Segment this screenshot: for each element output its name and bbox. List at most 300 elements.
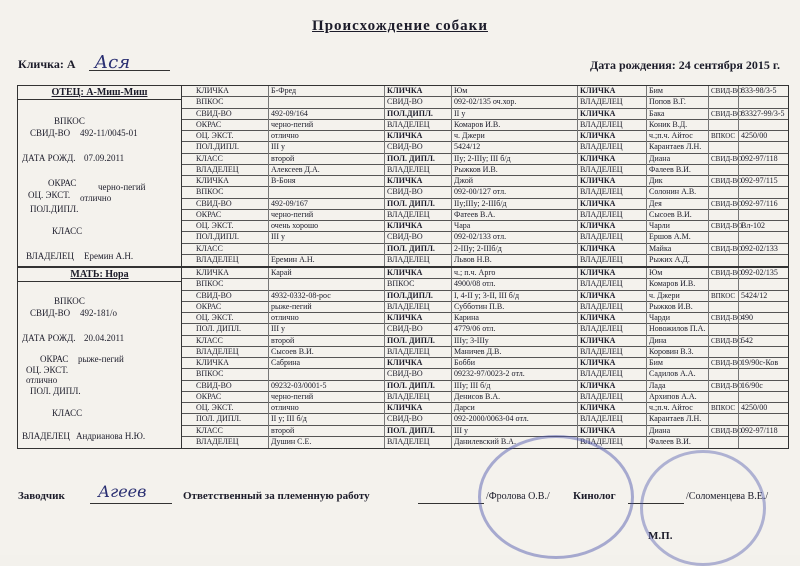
field-value: Фатеев В.А. [451, 210, 577, 221]
field-label: ВЛАДЕЛЕЦ [577, 120, 646, 131]
field-label: СВИД-ВО [384, 142, 451, 153]
field-value: IIу;IIIу; 2-IIIб/д [451, 199, 577, 210]
field-label: КЛИЧКА [577, 86, 646, 97]
field-label: ПОЛ. ДИПЛ. [384, 381, 451, 392]
field-label: ВЛАДЕЛЕЦ [577, 369, 646, 380]
field-label: ВПКОС [384, 279, 451, 290]
field-label: ОКРАС [196, 209, 222, 219]
field-label: ВЛАДЕЛЕЦ [577, 165, 646, 176]
field-label: ОКРАС [196, 391, 222, 401]
field-label: КЛИЧКА [196, 176, 229, 185]
father-okras-value: черно-пегий [98, 182, 146, 192]
field-value: 092-97/116 [738, 199, 788, 210]
ancestor-row [182, 347, 788, 358]
field-value: III у [451, 426, 577, 437]
birth-date: Дата рождения: 24 сентября 2015 г. [590, 58, 780, 72]
field-value: Бим [646, 86, 708, 97]
field-label: КЛИЧКА [384, 268, 451, 279]
field-label [708, 255, 738, 266]
field-value: Сабрина [268, 358, 384, 369]
field-value: III у [268, 324, 384, 335]
field-value: Чарди [646, 313, 708, 324]
field-label: ПОЛ. ДИПЛ. [196, 324, 242, 334]
ancestor-row [182, 426, 788, 437]
ancestor-row [182, 279, 788, 290]
field-label: ПОЛ. ДИПЛ. [196, 414, 242, 424]
field-value: 09232-97/0023-2 отл. [451, 369, 577, 380]
field-label: ВЛАДЕЛЕЦ [577, 414, 646, 425]
field-label: СВИД-ВО [708, 221, 738, 232]
field-value [738, 324, 788, 335]
ancestor-row [182, 142, 788, 153]
breeder-signature: Агеев [98, 482, 147, 501]
field-value: 5424/12 [451, 142, 577, 153]
field-value: Данилевский В.А. [451, 437, 577, 448]
field-label: КЛИЧКА [384, 313, 451, 324]
father-owner-label: ВЛАДЕЛЕЦ [26, 251, 74, 261]
field-label [708, 165, 738, 176]
field-label: ОЦ. ЭКСТ. [196, 221, 234, 230]
field-value [738, 369, 788, 380]
field-value: Комаров И.В. [646, 279, 708, 290]
field-label: СВИД-ВО [708, 199, 738, 210]
father-heading: ОТЕЦ: А-Миш-Миш [51, 87, 148, 98]
father-poldipl-label: ПОЛ.ДИПЛ. [30, 204, 79, 214]
field-label: ВЛАДЕЛЕЦ [577, 232, 646, 243]
field-value [738, 279, 788, 290]
field-label [708, 324, 738, 335]
field-label [708, 347, 738, 358]
field-value: Юм [646, 268, 708, 279]
field-label: КЛИЧКА [577, 221, 646, 232]
field-label [708, 187, 738, 198]
field-value [738, 414, 788, 425]
field-value: 092-02/135 [738, 268, 788, 279]
field-label: ОКРАС [196, 301, 222, 311]
field-label [708, 120, 738, 131]
field-label: КЛАСС [196, 335, 223, 345]
father-ancestors [182, 86, 788, 266]
field-value: Львов Н.В. [451, 255, 577, 266]
father-heading-divider [18, 99, 181, 100]
field-value: рыже-пегий [268, 302, 384, 313]
field-value [268, 97, 384, 108]
field-label: ПОЛ. ДИПЛ. [384, 426, 451, 437]
field-value: ч.;п.ч. Айтос [646, 131, 708, 142]
field-label: СВИД-ВО [708, 426, 738, 437]
field-label: ОКРАС [196, 119, 222, 129]
field-value: Еремин А.Н. [268, 255, 384, 266]
father-summary [18, 86, 182, 266]
field-value [268, 369, 384, 380]
field-value [268, 187, 384, 198]
field-label: ПОЛ.ДИПЛ. [384, 291, 451, 302]
breeder-sign-line [90, 503, 172, 504]
field-label: СВИД-ВО [708, 176, 738, 187]
field-value: 092-97/118 [738, 426, 788, 437]
field-value: Попов В.Г. [646, 97, 708, 108]
ancestor-row [182, 176, 788, 187]
field-label: ПОЛ.ДИПЛ. [196, 142, 240, 152]
field-value: очень хорошо [268, 221, 384, 232]
field-value [738, 165, 788, 176]
ancestor-row [182, 291, 788, 302]
field-label: КЛИЧКА [577, 176, 646, 187]
field-label: ВЛАДЕЛЕЦ [196, 436, 239, 446]
father-birth-label: ДАТА РОЖД. [22, 153, 76, 163]
pedigree-table [17, 85, 789, 449]
stamp-place-label: М.П. [648, 530, 673, 542]
field-value: 092-02/135 оч.хор. [451, 97, 577, 108]
field-label: КЛИЧКА [577, 244, 646, 255]
field-label: СВИД-ВО [708, 358, 738, 369]
field-value: Вл-102 [738, 221, 788, 232]
father-svid-value: 492-11/0045-01 [80, 128, 138, 138]
field-label: ПОЛ. ДИПЛ. [384, 244, 451, 255]
mother-poldipl-label: ПОЛ. ДИПЛ. [30, 386, 81, 396]
mother-birth-value: 20.04.2011 [84, 333, 125, 343]
father-svid-label: СВИД-ВО [30, 128, 71, 138]
field-label: КЛИЧКА [577, 426, 646, 437]
field-label: ВЛАДЕЛЕЦ [577, 187, 646, 198]
field-value [738, 347, 788, 358]
field-value [738, 142, 788, 153]
field-value: Субботин П.В. [451, 302, 577, 313]
field-label: СВИД-ВО [384, 232, 451, 243]
field-value: черно-пегий [268, 120, 384, 131]
field-label: КЛИЧКА [384, 221, 451, 232]
ancestor-row [182, 221, 788, 232]
field-value: второй [268, 154, 384, 165]
field-value: II у; III б/д [268, 414, 384, 425]
field-value: Бим [646, 358, 708, 369]
mother-vpkos-label: ВПКОС [54, 296, 85, 306]
mother-ancestors [182, 268, 788, 448]
field-value: В-Боня [268, 176, 384, 187]
field-value: 092-02/133 отл. [451, 232, 577, 243]
field-label: ВПКОС [196, 187, 224, 197]
field-value: Солонин А.В. [646, 187, 708, 198]
field-label: СВИД-ВО [708, 86, 738, 97]
father-owner-value: Еремин А.Н. [84, 251, 134, 261]
field-label [708, 232, 738, 243]
field-value: Дея [646, 199, 708, 210]
field-value: Ершов А.М. [646, 232, 708, 243]
mother-svid-value: 492-181/о [80, 308, 117, 318]
field-value: 83327-99/3-5 [738, 109, 788, 120]
field-label: КЛИЧКА [196, 268, 229, 277]
field-label: ВПКОС [196, 369, 224, 379]
field-label: ВПКОС [708, 403, 738, 414]
field-label: СВИД-ВО [708, 268, 738, 279]
ancestor-row [182, 336, 788, 347]
field-label: КЛИЧКА [577, 268, 646, 279]
field-value: отлично [268, 313, 384, 324]
ancestor-row [182, 268, 788, 279]
field-label: ВЛАДЕЛЕЦ [577, 279, 646, 290]
field-value: 4900/08 отл. [451, 279, 577, 290]
field-label: ВПКОС [196, 279, 224, 289]
ancestor-row [182, 255, 788, 266]
field-value: Диана [646, 426, 708, 437]
field-value: 092-2000/0063-04 отл. [451, 414, 577, 425]
field-value: Рыжков И.В. [451, 165, 577, 176]
field-value: Карантаев Л.Н. [646, 142, 708, 153]
field-label: ВЛАДЕЛЕЦ [384, 120, 451, 131]
ancestor-row [182, 414, 788, 425]
field-label: КЛИЧКА [577, 336, 646, 347]
field-value: III у [268, 142, 384, 153]
ancestor-row [182, 154, 788, 165]
field-value: Карай [268, 268, 384, 279]
ancestor-row [182, 392, 788, 403]
nickname-line [18, 52, 170, 73]
field-value: Майка [646, 244, 708, 255]
field-label: КЛИЧКА [384, 176, 451, 187]
field-label: СВИД-ВО [708, 244, 738, 255]
field-label: СВИД-ВО [384, 414, 451, 425]
field-label: ВЛАДЕЛЕЦ [577, 142, 646, 153]
field-value: 833-98/3-5 [738, 86, 788, 97]
field-label: КЛИЧКА [196, 86, 229, 95]
field-value: 4250/00 [738, 131, 788, 142]
field-label: ОЦ. ЭКСТ. [196, 403, 234, 412]
official-stamp [478, 435, 634, 559]
mother-owner-label: ВЛАДЕЛЕЦ [22, 431, 70, 441]
field-value [268, 244, 384, 255]
mother-section [18, 266, 788, 448]
field-label: СВИД-ВО [196, 380, 232, 390]
field-value: Чарли [646, 221, 708, 232]
field-label: КЛИЧКА [577, 291, 646, 302]
field-label: ВЛАДЕЛЕЦ [384, 210, 451, 221]
field-label: СВИД-ВО [196, 290, 232, 300]
ancestor-row [182, 437, 788, 448]
field-label: КЛИЧКА [384, 131, 451, 142]
field-value: ч. Джери [451, 131, 577, 142]
field-label: СВИД-ВО [708, 336, 738, 347]
field-label: ВЛАДЕЛЕЦ [577, 324, 646, 335]
ancestor-row [182, 324, 788, 335]
field-value: Бака [646, 109, 708, 120]
field-value: отлично [268, 131, 384, 142]
field-label: СВИД-ВО [384, 187, 451, 198]
field-value: 2-IIIу; 2-IIIб/д [451, 244, 577, 255]
field-label: КЛАСС [196, 425, 223, 435]
field-value: Диана [646, 154, 708, 165]
field-label: ВЛАДЕЛЕЦ [577, 392, 646, 403]
field-value: Бобби [451, 358, 577, 369]
field-value [738, 232, 788, 243]
field-value: Юм [451, 86, 577, 97]
field-label: КЛИЧКА [577, 199, 646, 210]
field-value [738, 187, 788, 198]
responsible-name: /Фролова О.В./ [486, 491, 550, 502]
field-label: ОЦ. ЭКСТ. [196, 131, 234, 140]
responsible-sign-line [418, 503, 484, 504]
field-value: Фалеев В.И. [646, 165, 708, 176]
field-value: IIIу; 3-IIIу [451, 336, 577, 347]
mother-heading: МАТЬ: Нора [70, 269, 129, 280]
ancestor-row [182, 313, 788, 324]
field-label: СВИД-ВО [196, 108, 232, 118]
field-label [708, 414, 738, 425]
field-value: Садилов А.А. [646, 369, 708, 380]
ancestor-row [182, 358, 788, 369]
field-label: ВПКОС [708, 131, 738, 142]
field-value: 092-02/133 [738, 244, 788, 255]
field-value: Рыжих А.Д. [646, 255, 708, 266]
mother-klass-label: КЛАСС [52, 408, 83, 418]
field-label: ВЛАДЕЛЕЦ [384, 437, 451, 448]
field-label: ВЛАДЕЛЕЦ [196, 346, 239, 356]
field-value [268, 279, 384, 290]
field-label: ВЛАДЕЛЕЦ [196, 254, 239, 264]
mother-ocexp-value: отлично [26, 375, 58, 385]
father-okras-label: ОКРАС [48, 178, 77, 188]
cynologist-label: Кинолог [573, 490, 616, 502]
field-label: КЛИЧКА [577, 403, 646, 414]
field-label [708, 302, 738, 313]
document-title: Происхождение собаки [312, 18, 488, 34]
field-value: 09232-03/0001-5 [268, 381, 384, 392]
field-label: ВЛАДЕЛЕЦ [577, 347, 646, 358]
field-value: Новожилов П.А. [646, 324, 708, 335]
field-label: КЛИЧКА [577, 381, 646, 392]
field-value: Карантаев Л.Н. [646, 414, 708, 425]
field-value: Чара [451, 221, 577, 232]
field-label: КЛИЧКА [384, 403, 451, 414]
field-label: ВЛАДЕЛЕЦ [384, 302, 451, 313]
field-value: Архипов А.А. [646, 392, 708, 403]
field-label [708, 369, 738, 380]
field-value: Денисов В.А. [451, 392, 577, 403]
field-value [738, 302, 788, 313]
field-label: КЛИЧКА [196, 358, 229, 367]
field-value: 092-00/127 отл. [451, 187, 577, 198]
field-value: Сысоев В.И. [268, 347, 384, 358]
field-value: 490 [738, 313, 788, 324]
field-label: СВИД-ВО [708, 154, 738, 165]
field-value [738, 255, 788, 266]
field-value: Джой [451, 176, 577, 187]
field-label: ВЛАДЕЛЕЦ [384, 392, 451, 403]
field-value: второй [268, 426, 384, 437]
ancestor-row [182, 97, 788, 108]
field-label: КЛАСС [196, 153, 223, 163]
father-klass-label: КЛАСС [52, 226, 83, 236]
field-value [738, 97, 788, 108]
field-label [708, 142, 738, 153]
field-label: СВИД-ВО [708, 313, 738, 324]
field-value [738, 210, 788, 221]
field-label [708, 97, 738, 108]
field-value: 492-09/167 [268, 199, 384, 210]
nickname-handwritten: Ася [89, 56, 171, 71]
field-value: Алексеев Д.А. [268, 165, 384, 176]
responsible-label: Ответственный за племенную работу [183, 490, 370, 502]
field-value: ч.; п.ч. Арго [451, 268, 577, 279]
field-value: отлично [268, 403, 384, 414]
ancestor-row [182, 403, 788, 414]
field-label: ПОЛ. ДИПЛ. [384, 154, 451, 165]
field-value: 16/90с [738, 381, 788, 392]
field-value: Дина [646, 336, 708, 347]
field-label: ВЛАДЕЛЕЦ [384, 255, 451, 266]
ancestor-row [182, 232, 788, 243]
field-label [708, 392, 738, 403]
field-value: Карина [451, 313, 577, 324]
field-value [738, 437, 788, 448]
father-ocexp-value: отлично [80, 193, 112, 203]
field-value: ч.;п.ч. Айтос [646, 403, 708, 414]
father-vpkos-label: ВПКОС [54, 116, 85, 126]
ancestor-row [182, 302, 788, 313]
field-label: ВЛАДЕЛЕЦ [577, 302, 646, 313]
field-value: Коровин В.З. [646, 347, 708, 358]
field-label: ВЛАДЕЛЕЦ [577, 97, 646, 108]
field-value [738, 392, 788, 403]
field-label: ВЛАДЕЛЕЦ [577, 437, 646, 448]
field-label: КЛИЧКА [577, 358, 646, 369]
mother-svid-label: СВИД-ВО [30, 308, 71, 318]
field-value: 4932-0332-08-рос [268, 291, 384, 302]
field-value: Б-Фред [268, 86, 384, 97]
field-label: СВИД-ВО [384, 324, 451, 335]
field-value: 19/90с-Ков [738, 358, 788, 369]
field-value: Сысоев В.И. [646, 210, 708, 221]
field-value: 4779/06 отл. [451, 324, 577, 335]
field-value: Лада [646, 381, 708, 392]
field-label: КЛИЧКА [384, 86, 451, 97]
ancestor-row [182, 199, 788, 210]
field-label [708, 210, 738, 221]
father-birth-value: 07.09.2011 [84, 153, 125, 163]
cynologist-name: /Соломенцева В.Е./ [686, 491, 769, 502]
ancestor-row [182, 187, 788, 198]
mother-owner-value: Андрианова Н.Ю. [76, 431, 146, 441]
ancestor-row [182, 86, 788, 97]
field-value: черно-пегий [268, 210, 384, 221]
field-value: 492-09/164 [268, 109, 384, 120]
breeder-label: Заводчик [18, 490, 65, 502]
ancestor-row [182, 131, 788, 142]
field-value: Дарси [451, 403, 577, 414]
ancestor-row [182, 165, 788, 176]
field-label: КЛИЧКА [577, 154, 646, 165]
field-label: КЛИЧКА [577, 131, 646, 142]
official-stamp-secondary [640, 450, 769, 566]
field-value: 542 [738, 336, 788, 347]
field-label: ОЦ. ЭКСТ. [196, 313, 234, 322]
field-value: второй [268, 336, 384, 347]
field-value: Душин С.Е. [268, 437, 384, 448]
field-value: IIIу; III б/д [451, 381, 577, 392]
mother-ocexp-label: ОЦ. ЭКСТ. [26, 365, 69, 375]
mother-okras-label: ОКРАС [40, 354, 69, 364]
field-value: ч. Джери [646, 291, 708, 302]
mother-okras-value: рыже-пегий [78, 354, 124, 364]
father-section [18, 86, 788, 266]
ancestor-row [182, 244, 788, 255]
field-value: I, 4-II у; 3-II, III б/д [451, 291, 577, 302]
field-value: Комаров И.В. [451, 120, 577, 131]
field-value: 5424/12 [738, 291, 788, 302]
field-label: ВЛАДЕЛЕЦ [577, 210, 646, 221]
field-label [708, 437, 738, 448]
field-value: II у [451, 109, 577, 120]
field-label: ПОЛ.ДИПЛ. [384, 109, 451, 120]
